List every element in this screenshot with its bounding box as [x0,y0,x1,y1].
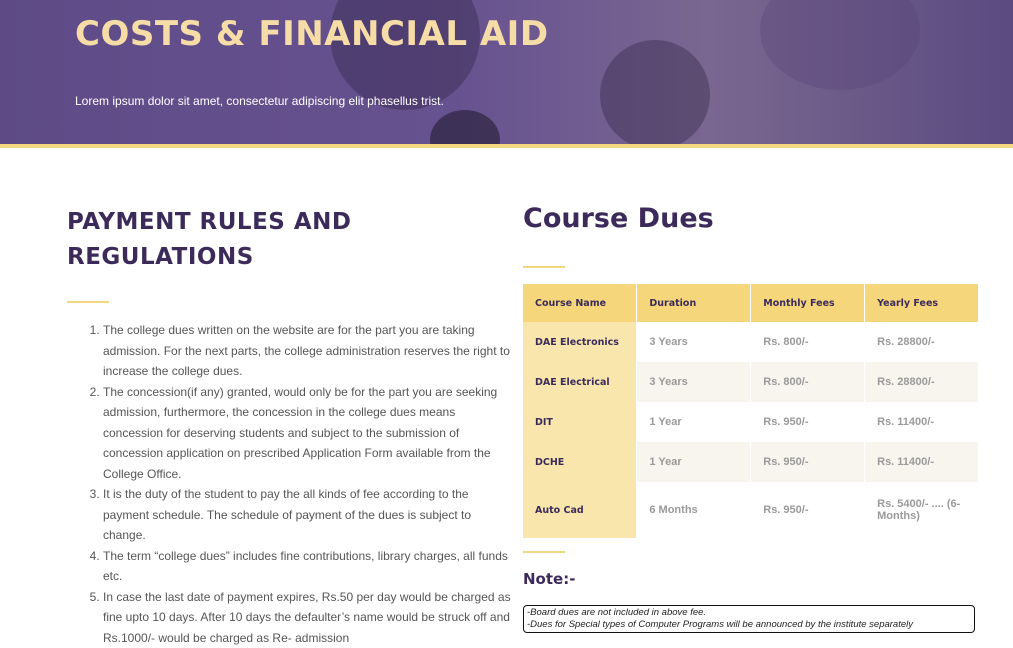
hero-photo-shape [760,0,920,90]
table-cell: 1 Year [637,402,751,442]
table-cell: Rs. 950/- [751,402,865,442]
payment-rules-heading [67,205,447,275]
table-row [523,402,979,442]
table-row [523,322,979,362]
course-dues-table [523,284,979,538]
table-cell: Rs. 800/- [751,362,865,402]
list-item: 1. The college dues written on the website are for the part you are taking admission. For the next parts, the college administration reserves the right to increase the college dues. [103,320,515,382]
gold-divider [67,301,109,303]
column-header: Yearly Fees [865,284,979,322]
course-dues-heading: Course Dues [523,203,714,234]
gold-divider [523,551,565,553]
table-cell: Rs. 28800/- [865,322,979,362]
hero-photo-shape [430,110,500,144]
table-row [523,362,979,402]
note-heading: Note:- [523,570,575,588]
note-line: -Board dues are not included in above fee. [527,607,971,619]
table-cell: DAE Electronics [523,322,637,362]
table-cell: 3 Years [637,362,751,402]
table-cell: 6 Months [637,482,751,538]
list-item: 4. The term “college dues” includes fine contributions, library charges, all funds etc. [103,546,515,587]
heading-line: PAYMENT RULES AND [67,209,352,235]
hero-divider [0,144,1013,148]
table-cell: Rs. 11400/- [865,402,979,442]
list-item: 2. The concession(if any) granted, would only be for the part you are seeking admission, furthermore, the concession in the college dues means concession for deserving students and subject to the submission of concession application on prescribed Application Form available from the College Office. [103,382,515,485]
hero-banner [0,0,1013,144]
table-cell: Rs. 11400/- [865,442,979,482]
heading-line: REGULATIONS [67,244,254,270]
table-cell: 1 Year [637,442,751,482]
column-header: Course Name [523,284,637,322]
table-row [523,482,979,538]
table-row [523,442,979,482]
note-line: -Dues for Special types of Computer Programs will be announced by the institute separately [527,619,971,631]
hero-subtitle: Lorem ipsum dolor sit amet, consectetur adipiscing elit phasellus trist. [75,94,444,108]
page-title: COSTS & FINANCIAL AID [75,14,549,54]
gold-divider [523,266,565,268]
table-cell: DIT [523,402,637,442]
table-cell: Auto Cad [523,482,637,538]
list-item: 3. It is the duty of the student to pay the all kinds of fee according to the payment schedule. The schedule of payment of the dues is subject to change. [103,484,515,546]
table-cell: 3 Years [637,322,751,362]
hero-photo-shape [600,40,710,144]
note-box [523,605,975,633]
table-cell: Rs. 950/- [751,482,865,538]
payment-rules-list [67,320,515,648]
table-cell: Rs. 950/- [751,442,865,482]
table-cell: Rs. 5400/- .... (6-Months) [865,482,979,538]
column-header: Duration [637,284,751,322]
table-cell: DCHE [523,442,637,482]
table-header-row [523,284,979,322]
list-item: 5. In case the last date of payment expires, Rs.50 per day would be charged as fine upto 10 days. After 10 days the defaulter’s name would be struck off and Rs.1000/- would be charged as Re- admission [103,587,515,648]
table-cell: Rs. 800/- [751,322,865,362]
table-cell: Rs. 28800/- [865,362,979,402]
table-cell: DAE Electrical [523,362,637,402]
column-header: Monthly Fees [751,284,865,322]
